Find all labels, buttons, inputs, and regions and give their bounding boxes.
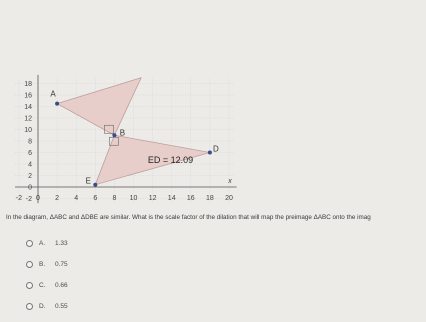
- choice-d[interactable]: [26, 301, 68, 311]
- radio-button[interactable]: [26, 303, 33, 310]
- choice-letter: A.: [39, 239, 46, 247]
- y-tick-label: 10: [24, 127, 32, 134]
- x-tick-label: 12: [148, 195, 157, 202]
- point-e: [93, 183, 97, 187]
- choice-c[interactable]: [26, 280, 68, 290]
- y-tick-label: -2: [25, 196, 32, 203]
- point-label-b: B: [119, 128, 126, 138]
- point-d: [208, 151, 212, 155]
- x-tick-label: 20: [225, 195, 233, 202]
- x-tick-label: 14: [167, 195, 176, 202]
- choice-letter: B.: [39, 260, 46, 268]
- y-tick-label: 0: [28, 184, 32, 192]
- choice-value: 1.33: [55, 239, 68, 247]
- y-tick-label: 8: [28, 138, 32, 146]
- choice-value: 0.75: [55, 260, 68, 268]
- x-tick-label: -2: [15, 195, 23, 202]
- point-label-e: E: [85, 176, 91, 186]
- y-tick-label: 4: [28, 161, 32, 169]
- question-text: In the diagram, ΔABC and ΔDBE are similar. What is the scale factor of the dilation that will map the preimage ΔABC onto the imag: [6, 214, 371, 221]
- y-tick-label: 16: [24, 92, 32, 100]
- choice-a[interactable]: [26, 238, 68, 248]
- point-b: [112, 133, 116, 137]
- choice-letter: C.: [39, 281, 46, 289]
- y-tick-label: 14: [24, 104, 32, 111]
- x-axis-label: x: [228, 178, 232, 185]
- x-tick-label: 16: [186, 195, 195, 202]
- answer-choices: [26, 238, 68, 322]
- point-a: [55, 102, 59, 106]
- choice-value: 0.66: [55, 281, 68, 289]
- x-tick-label: 6: [93, 195, 98, 202]
- radio-button[interactable]: [26, 282, 33, 289]
- x-tick-label: 4: [74, 195, 79, 202]
- x-tick-label: 2: [55, 195, 60, 202]
- ed-length-label: ED = 12.09: [147, 155, 194, 165]
- x-tick-label: 8: [112, 195, 117, 202]
- choice-b[interactable]: [26, 259, 68, 269]
- y-tick-label: 12: [24, 115, 32, 123]
- y-tick-label: 2: [28, 173, 32, 180]
- point-label-d: D: [213, 144, 219, 154]
- choice-value: 0.55: [55, 302, 68, 310]
- choice-letter: D.: [39, 302, 46, 310]
- x-tick-label: 0: [36, 195, 40, 202]
- radio-button[interactable]: [26, 240, 33, 247]
- y-tick-label: 18: [24, 81, 32, 88]
- x-tick-label: 10: [129, 195, 138, 202]
- y-tick-label: 6: [28, 150, 32, 157]
- x-tick-label: 18: [206, 195, 214, 202]
- radio-button[interactable]: [26, 261, 33, 268]
- point-label-a: A: [50, 89, 56, 99]
